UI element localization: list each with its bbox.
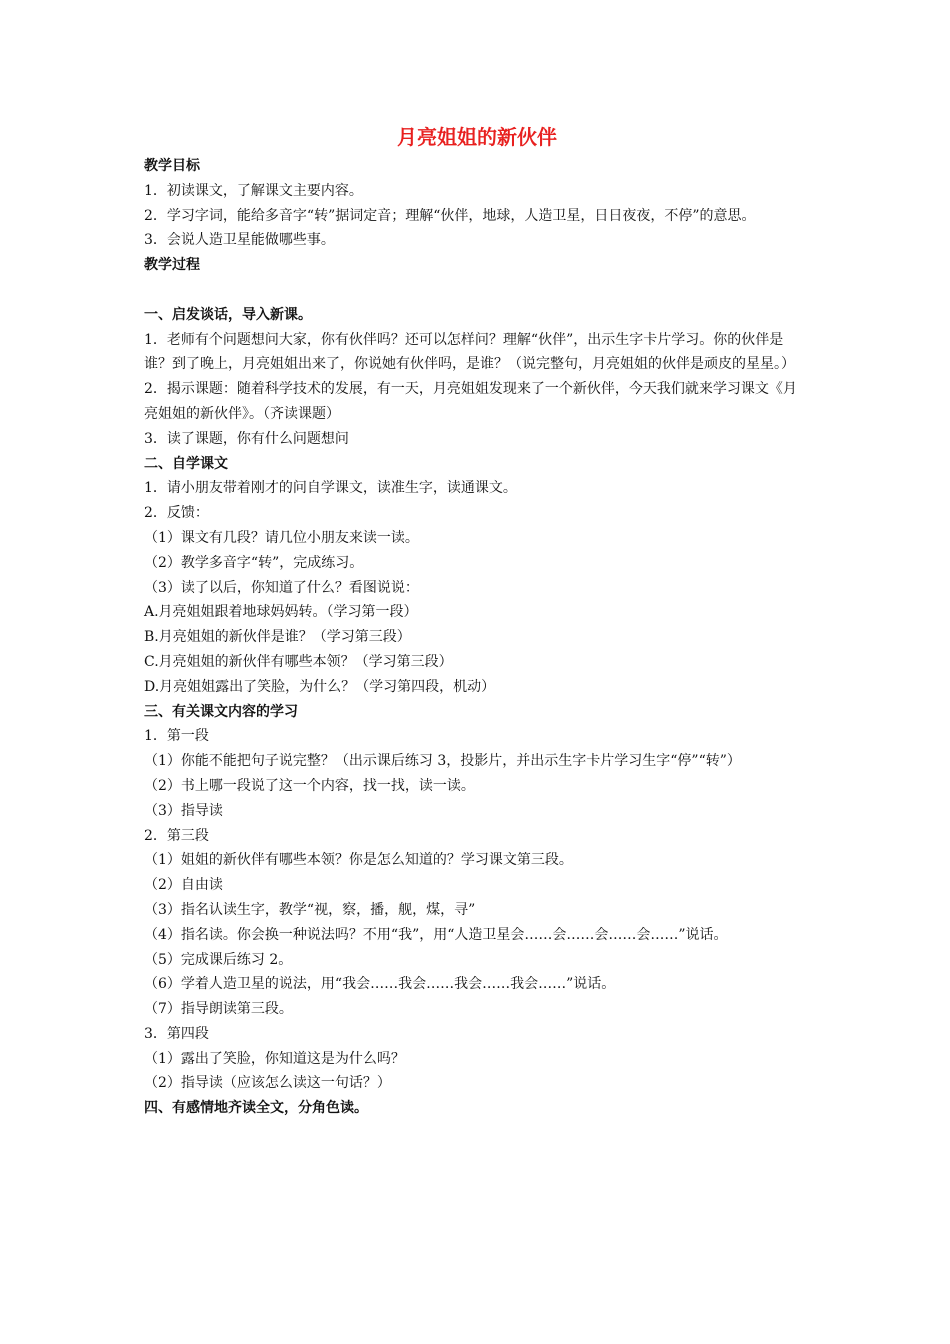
paragraph: A.月亮姐姐跟着地球妈妈转。（学习第一段）	[144, 604, 418, 621]
paragraph: （1）你能不能把句子说完整？（出示课后练习 3，投影片，并出示生字卡片学习生字“停”“转”）	[144, 753, 741, 770]
paragraph: C.月亮姐姐的新伙伴有哪些本领？（学习第三段）	[144, 653, 453, 670]
paragraph: 2．第三段	[144, 827, 209, 844]
paragraph: （3）指名认读生字，教学“视，察，播，舰，煤，寻”	[144, 901, 476, 918]
paragraph: （3）读了以后，你知道了什么？看图说说：	[144, 579, 419, 596]
paragraph: 1．请小朋友带着刚才的问自学课文，读准生字，读通课文。	[144, 480, 517, 497]
paragraph: 1．第一段	[144, 728, 209, 745]
section-heading: 一、启发谈话，导入新课。	[144, 306, 312, 323]
paragraph: （1）露出了笑脸，你知道这是为什么吗？	[144, 1050, 405, 1067]
section-heading: 二、自学课文	[144, 455, 228, 472]
paragraph: （6）学着人造卫星的说法，用“我会……我会……我会……我会……”说话。	[144, 976, 616, 993]
paragraph: 2．反馈：	[144, 505, 209, 522]
paragraph: B.月亮姐姐的新伙伴是谁？（学习第三段）	[144, 629, 411, 646]
paragraph: D.月亮姐姐露出了笑脸，为什么？（学习第四段，机动）	[144, 678, 496, 695]
paragraph: 2．学习字词，能给多音字“转”据词定音；理解“伙伴，地球，人造卫星，日日夜夜，不停”的意思。	[144, 207, 756, 224]
blank-line	[144, 278, 810, 303]
paragraph: （1）课文有几段？请几位小朋友来读一读。	[144, 529, 419, 546]
document-page	[144, 122, 810, 1121]
paragraph: 2．揭示课题：随着科学技术的发展，有一天，月亮姐姐发现来了一个新伙伴，今天我们就来学习课文《月亮姐姐的新伙伴》。（齐读课题）	[144, 381, 797, 422]
paragraph: 1．初读课文，了解课文主要内容。	[144, 182, 363, 199]
document-body	[144, 154, 810, 1121]
paragraph: 1．老师有个问题想问大家，你有伙伴吗？还可以怎样问？理解“伙伴”，出示生字卡片学习。你的伙伴是谁？到了晚上，月亮姐姐出来了，你说她有伙伴吗，是谁？（说完整句，月亮姐姐的伙伴是顽皮的星星。）	[144, 331, 795, 373]
section-heading: 四、有感情地齐读全文，分角色读。	[144, 1100, 368, 1117]
paragraph: 3．第四段	[144, 1025, 209, 1042]
paragraph: （2）书上哪一段说了这一个内容，找一找，读一读。	[144, 777, 475, 794]
paragraph: （4）指名读。你会换一种说法吗？不用“我”，用“人造卫星会……会……会……会……”说话。	[144, 926, 728, 943]
paragraph: 3．会说人造卫星能做哪些事。	[144, 232, 335, 249]
paragraph: （5）完成课后练习 2。	[144, 951, 293, 968]
section-heading: 教学过程	[144, 257, 200, 274]
paragraph: 3．读了课题，你有什么问题想问	[144, 430, 349, 447]
paragraph: （2）自由读	[144, 877, 223, 894]
paragraph: （1）姐姐的新伙伴有哪些本领？你是怎么知道的？学习课文第三段。	[144, 852, 573, 869]
paragraph: （3）指导读	[144, 802, 223, 819]
paragraph: （2）教学多音字“转”，完成练习。	[144, 554, 364, 571]
paragraph: （2）指导读（应该怎么读这一句话？）	[144, 1075, 391, 1092]
section-heading: 三、有关课文内容的学习	[144, 703, 298, 720]
paragraph: （7）指导朗读第三段。	[144, 1001, 293, 1018]
document-title: 月亮姐姐的新伙伴	[397, 125, 557, 149]
section-heading: 教学目标	[144, 158, 200, 174]
